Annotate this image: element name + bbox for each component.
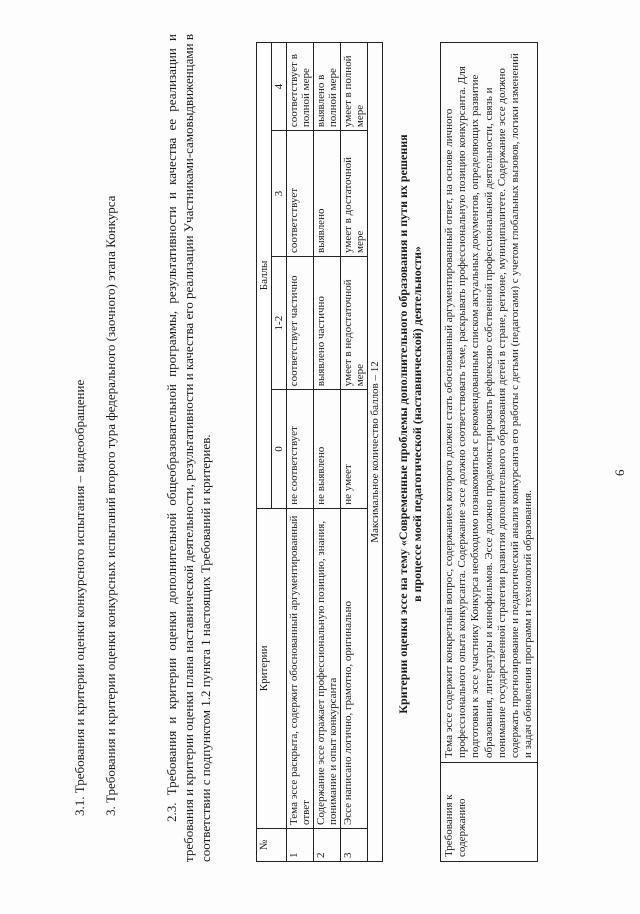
row-no: 2 xyxy=(314,829,341,862)
criteria-caption xyxy=(396,54,424,794)
row-criterion: Тема эссе раскрыта, содержит обоснованный аргументированный ответ xyxy=(287,508,314,828)
header-points: Баллы xyxy=(257,43,272,509)
row-criterion: Эссе написано логично, грамотно, оригинально xyxy=(341,508,368,828)
criteria-caption-line2: в процессе моей педагогической (наставнической) деятельности» xyxy=(410,246,424,602)
table-row xyxy=(441,43,538,862)
row-p4: соответствует в полной мере xyxy=(287,43,314,131)
row-p4: выявлено в полной мере xyxy=(314,43,341,131)
requirements-label: Требования к содержанию xyxy=(441,763,538,862)
row-p12: выявлено частично xyxy=(314,257,341,390)
table-row xyxy=(341,43,368,862)
section-2-3-paragraph: 2.3. Требования и критерии оценки дополнительной общеобразовательной программы, результативности и качества ее реализации и требования и критерии оценки плана наставнической деятельности, результативности и качества его реализации Участниками-самовыдвиженцами в соответствии с подпунктом 1.2 пункта 1 настоящих Требований и критериев. xyxy=(164,34,213,862)
section-3-1-heading: 3.1. Требования и критерии оценки конкурсного испытания – видеообращение xyxy=(72,379,87,816)
row-no: 3 xyxy=(341,829,368,862)
header-points-1-2: 1-2 xyxy=(272,257,287,390)
row-p12: соответствует частично xyxy=(287,257,314,390)
row-p12: умеет в недостаточной мере xyxy=(341,257,368,390)
criteria-table xyxy=(256,42,383,862)
requirements-text: Тема эссе содержит конкретный вопрос, содержанием которого должен стать обоснованный аргументированный ответ, на основе личного профессионального опыта конкурсанта. Содержание эссе должно соответствовать теме, раскрывать профессиональную позицию конкурсанта. Для подготовки к эссе участнику Конкурса необходимо познакомиться с рекомендованным списком актуальных документов, определяющих развитие образования, литературы и кинофильмов. Эссе должно продемонстрировать рефлексию собственной профессиональной деятельности, связь и понимание государственной стратегии развития дополнительного образования детей в стране, регионе, муниципалитете. Содержание эссе должно содержать прогнозирование и педагогический анализ конкурсанта его работы с детьми (педагогами) с учетом глобальных вызовов, логики изменений и задач обновления программ и технологий образования. xyxy=(441,43,538,763)
row-p3: умеет в достаточной мере xyxy=(341,131,368,257)
requirements-table xyxy=(440,42,538,862)
criteria-caption-line1: Критерии оценки эссе на тему «Современные проблемы дополнительного образования и пути их решения xyxy=(396,134,410,714)
section-3-heading: 3. Требования и критерии оценки конкурсных испытаний второго тура федерального (заочного) этапа Конкурса xyxy=(103,195,118,816)
row-no: 1 xyxy=(287,829,314,862)
row-criterion: Содержание эссе отражает профессиональную позицию, знания, понимание и опыт конкурсанта xyxy=(314,508,341,828)
row-p4: умеет в полной мере xyxy=(341,43,368,131)
header-criteria: Критерии xyxy=(257,508,287,828)
table-row xyxy=(314,43,341,862)
header-points-4: 4 xyxy=(272,43,287,131)
row-p0: не выявлено xyxy=(314,390,341,509)
row-p0: не соответствует xyxy=(287,390,314,509)
table-total-row xyxy=(368,43,383,862)
table-header-row xyxy=(257,43,272,862)
total-points: Максимальное количество баллов – 12 xyxy=(368,43,383,862)
row-p3: соответствует xyxy=(287,131,314,257)
header-points-3: 3 xyxy=(272,131,287,257)
row-p3: выявлено xyxy=(314,131,341,257)
row-p0: не умеет xyxy=(341,390,368,509)
table-row xyxy=(287,43,314,862)
header-points-0: 0 xyxy=(272,390,287,509)
header-no: № xyxy=(257,829,287,862)
page-number: 6 xyxy=(612,469,627,476)
